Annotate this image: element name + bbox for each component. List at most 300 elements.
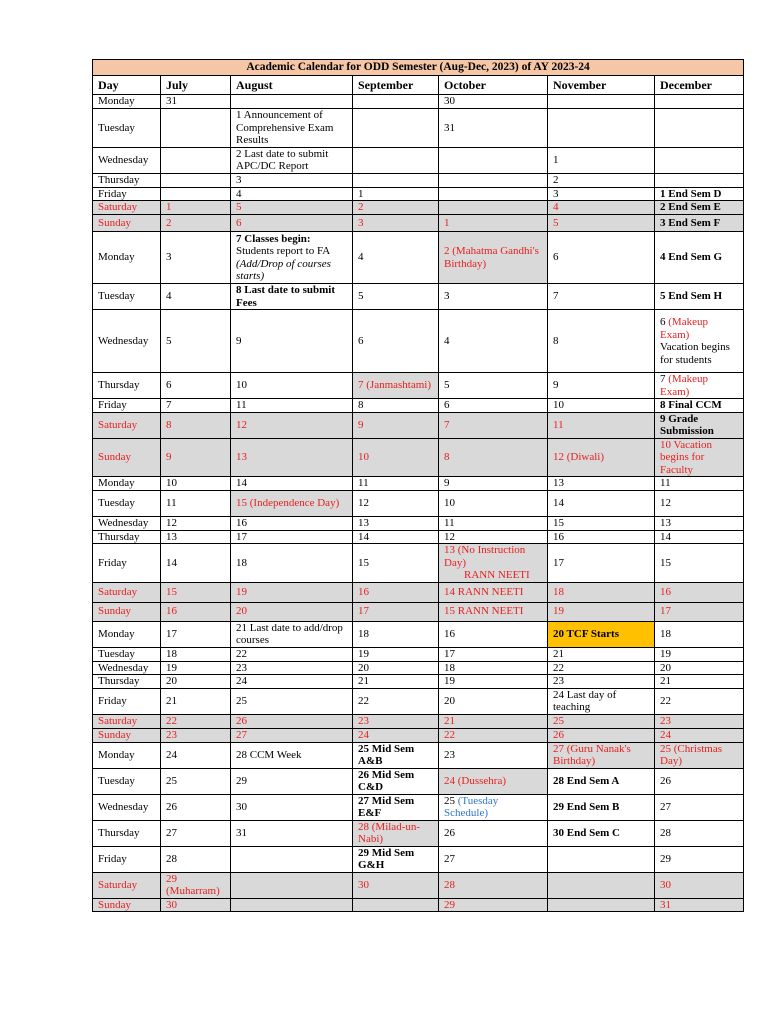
cell-september <box>353 898 439 912</box>
cell-october: 1 <box>439 215 548 232</box>
cell-july: 7 <box>161 399 231 413</box>
cell-october: 26 <box>439 820 548 846</box>
calendar-row <box>93 284 744 310</box>
cell-july <box>161 147 231 173</box>
cell-october: 11 <box>439 517 548 531</box>
cell-september: 6 <box>353 310 439 373</box>
header-july: July <box>161 76 231 95</box>
cell-october <box>439 794 548 820</box>
cell-december: 31 <box>655 898 744 912</box>
cell-november: 22 <box>548 661 655 675</box>
cell-july: 5 <box>161 310 231 373</box>
cell-day: Thursday <box>93 820 161 846</box>
calendar-row <box>93 728 744 742</box>
cell-august: 26 <box>231 714 353 728</box>
cell-december: 21 <box>655 675 744 689</box>
cell-november: 7 <box>548 284 655 310</box>
cell-october: 17 <box>439 647 548 661</box>
cell-july: 4 <box>161 284 231 310</box>
cell-december <box>655 173 744 187</box>
cell-december <box>655 109 744 148</box>
calendar-row <box>93 768 744 794</box>
cell-august: 12 <box>231 412 353 438</box>
cell-july <box>161 173 231 187</box>
cell-november: 6 <box>548 232 655 284</box>
cell-july: 11 <box>161 491 231 517</box>
cell-november <box>548 109 655 148</box>
cell-december: 4 End Sem G <box>655 232 744 284</box>
cell-text: 7 <box>660 373 669 385</box>
cell-october: 21 <box>439 714 548 728</box>
cell-october: 30 <box>439 95 548 109</box>
cell-august: 10 <box>231 373 353 399</box>
cell-september <box>353 109 439 148</box>
header-december: December <box>655 76 744 95</box>
cell-day: Wednesday <box>93 661 161 675</box>
cell-day: Monday <box>93 477 161 491</box>
cell-august: 13 <box>231 438 353 477</box>
cell-august <box>231 232 353 284</box>
cell-december: 26 <box>655 768 744 794</box>
cell-september: 26 Mid Sem C&D <box>353 768 439 794</box>
cell-day: Thursday <box>93 173 161 187</box>
cell-august: 18 <box>231 544 353 583</box>
calendar-row <box>93 95 744 109</box>
cell-december: 15 <box>655 544 744 583</box>
cell-september: 20 <box>353 661 439 675</box>
cell-text: (Makeup Exam) <box>660 316 708 341</box>
cell-december: 24 <box>655 728 744 742</box>
cell-text: (Tuesday Schedule) <box>444 794 499 819</box>
cell-july: 6 <box>161 373 231 399</box>
cell-november: 2 <box>548 173 655 187</box>
cell-september: 17 <box>353 602 439 621</box>
cell-november: 27 (Guru Nanak's Birthday) <box>548 742 655 768</box>
header-october: October <box>439 76 548 95</box>
calendar-row <box>93 147 744 173</box>
calendar-title: Academic Calendar for ODD Semester (Aug-Dec, 2023) of AY 2023-24 <box>93 60 744 76</box>
cell-november: 30 End Sem C <box>548 820 655 846</box>
cell-july: 8 <box>161 412 231 438</box>
cell-day: Monday <box>93 95 161 109</box>
cell-august <box>231 109 353 148</box>
cell-july: 16 <box>161 602 231 621</box>
cell-november: 3 <box>548 187 655 201</box>
cell-day: Saturday <box>93 201 161 215</box>
cell-day: Monday <box>93 232 161 284</box>
calendar-row <box>93 215 744 232</box>
cell-july <box>161 109 231 148</box>
cell-august: 23 <box>231 661 353 675</box>
cell-december: 30 <box>655 872 744 898</box>
cell-text: Students report to FA <box>236 245 331 257</box>
cell-july: 1 <box>161 201 231 215</box>
cell-november: 17 <box>548 544 655 583</box>
cell-august: 21 Last date to add/drop courses <box>231 621 353 647</box>
cell-november: 21 <box>548 647 655 661</box>
cell-august: 9 <box>231 310 353 373</box>
cell-day: Sunday <box>93 215 161 232</box>
cell-september: 18 <box>353 621 439 647</box>
cell-august: 19 <box>231 582 353 602</box>
cell-july: 15 <box>161 582 231 602</box>
cell-august: 3 <box>231 173 353 187</box>
cell-october: 12 <box>439 530 548 544</box>
cell-september: 21 <box>353 675 439 689</box>
cell-august <box>231 846 353 872</box>
cell-september <box>353 95 439 109</box>
cell-text: (Add/Drop of courses starts) <box>236 257 331 282</box>
cell-october: 7 <box>439 412 548 438</box>
cell-day: Monday <box>93 742 161 768</box>
cell-december: 27 <box>655 794 744 820</box>
cell-november: 24 Last day of teaching <box>548 688 655 714</box>
cell-november: 29 End Sem B <box>548 794 655 820</box>
cell-july: 26 <box>161 794 231 820</box>
cell-july: 10 <box>161 477 231 491</box>
cell-november: 26 <box>548 728 655 742</box>
cell-august: 11 <box>231 399 353 413</box>
cell-september: 7 (Janmashtami) <box>353 373 439 399</box>
cell-day: Sunday <box>93 602 161 621</box>
cell-july: 9 <box>161 438 231 477</box>
cell-august: 14 <box>231 477 353 491</box>
cell-november: 9 <box>548 373 655 399</box>
cell-day: Thursday <box>93 373 161 399</box>
cell-august: 8 Last date to submit Fees <box>231 284 353 310</box>
cell-day: Monday <box>93 621 161 647</box>
cell-day: Wednesday <box>93 147 161 173</box>
cell-september: 13 <box>353 517 439 531</box>
cell-july: 17 <box>161 621 231 647</box>
cell-august: 4 <box>231 187 353 201</box>
cell-september: 25 Mid Sem A&B <box>353 742 439 768</box>
cell-october <box>439 173 548 187</box>
cell-december <box>655 373 744 399</box>
cell-day: Sunday <box>93 728 161 742</box>
cell-september: 12 <box>353 491 439 517</box>
cell-october <box>439 187 548 201</box>
cell-december: 1 End Sem D <box>655 187 744 201</box>
cell-december: 12 <box>655 491 744 517</box>
cell-september: 11 <box>353 477 439 491</box>
cell-october: 15 RANN NEETI <box>439 602 548 621</box>
calendar-row <box>93 647 744 661</box>
cell-day: Thursday <box>93 675 161 689</box>
cell-october: 14 RANN NEETI <box>439 582 548 602</box>
header-september: September <box>353 76 439 95</box>
cell-december: 16 <box>655 582 744 602</box>
cell-november: 12 (Diwali) <box>548 438 655 477</box>
cell-december: 10 Vacation begins for Faculty <box>655 438 744 477</box>
cell-july: 12 <box>161 517 231 531</box>
cell-july: 23 <box>161 728 231 742</box>
cell-september <box>353 173 439 187</box>
cell-november: 13 <box>548 477 655 491</box>
cell-september: 23 <box>353 714 439 728</box>
cell-october: 10 <box>439 491 548 517</box>
cell-august <box>231 872 353 898</box>
cell-december: 11 <box>655 477 744 491</box>
cell-september: 10 <box>353 438 439 477</box>
cell-december: 14 <box>655 530 744 544</box>
cell-august <box>231 95 353 109</box>
cell-day: Saturday <box>93 412 161 438</box>
cell-december: 3 End Sem F <box>655 215 744 232</box>
cell-december: 17 <box>655 602 744 621</box>
cell-september: 2 <box>353 201 439 215</box>
cell-october: 2 (Mahatma Gandhi's Birthday) <box>439 232 548 284</box>
calendar-row <box>93 530 744 544</box>
cell-august: 30 <box>231 794 353 820</box>
cell-july: 24 <box>161 742 231 768</box>
calendar-row <box>93 675 744 689</box>
cell-august: 15 (Independence Day) <box>231 491 353 517</box>
cell-november: 19 <box>548 602 655 621</box>
cell-august: 25 <box>231 688 353 714</box>
cell-august: 20 <box>231 602 353 621</box>
academic-calendar-table <box>92 59 744 912</box>
cell-november: 16 <box>548 530 655 544</box>
cell-december: 13 <box>655 517 744 531</box>
cell-july: 28 <box>161 846 231 872</box>
cell-day: Tuesday <box>93 647 161 661</box>
cell-day: Friday <box>93 544 161 583</box>
cell-text: 13 (No Instruction Day) <box>444 544 526 569</box>
cell-october: 22 <box>439 728 548 742</box>
cell-november: 8 <box>548 310 655 373</box>
cell-october: 8 <box>439 438 548 477</box>
cell-day: Tuesday <box>93 109 161 148</box>
calendar-row <box>93 846 744 872</box>
cell-august <box>231 898 353 912</box>
cell-day: Wednesday <box>93 517 161 531</box>
cell-day: Friday <box>93 399 161 413</box>
calendar-row <box>93 794 744 820</box>
cell-october: 9 <box>439 477 548 491</box>
cell-october: 19 <box>439 675 548 689</box>
calendar-row <box>93 714 744 728</box>
calendar-row <box>93 109 744 148</box>
cell-day: Thursday <box>93 530 161 544</box>
cell-text: 1 Announcement of Comprehensive Exam Results <box>236 109 334 146</box>
cell-december <box>655 147 744 173</box>
calendar-row <box>93 688 744 714</box>
cell-august: 6 <box>231 215 353 232</box>
cell-august: 5 <box>231 201 353 215</box>
cell-july: 21 <box>161 688 231 714</box>
cell-december: 18 <box>655 621 744 647</box>
cell-december: 29 <box>655 846 744 872</box>
cell-august: 31 <box>231 820 353 846</box>
cell-october: 31 <box>439 109 548 148</box>
header-november: November <box>548 76 655 95</box>
cell-text: (Makeup Exam) <box>660 373 708 398</box>
cell-november: 28 End Sem A <box>548 768 655 794</box>
cell-day: Saturday <box>93 714 161 728</box>
cell-july: 31 <box>161 95 231 109</box>
calendar-row <box>93 582 744 602</box>
cell-august: 24 <box>231 675 353 689</box>
cell-december: 8 Final CCM <box>655 399 744 413</box>
cell-october: 18 <box>439 661 548 675</box>
cell-text: RANN NEETI <box>464 569 530 581</box>
cell-day: Wednesday <box>93 794 161 820</box>
cell-day: Friday <box>93 846 161 872</box>
calendar-row <box>93 898 744 912</box>
cell-september: 5 <box>353 284 439 310</box>
cell-november <box>548 846 655 872</box>
cell-november <box>548 872 655 898</box>
calendar-row <box>93 412 744 438</box>
cell-july: 19 <box>161 661 231 675</box>
cell-day: Wednesday <box>93 310 161 373</box>
header-row <box>93 76 744 95</box>
cell-october: 24 (Dussehra) <box>439 768 548 794</box>
cell-september: 9 <box>353 412 439 438</box>
cell-october <box>439 544 548 583</box>
cell-november <box>548 95 655 109</box>
cell-july: 2 <box>161 215 231 232</box>
calendar-row <box>93 310 744 373</box>
calendar-row <box>93 820 744 846</box>
cell-september: 1 <box>353 187 439 201</box>
cell-december: 25 (Christmas Day) <box>655 742 744 768</box>
cell-december <box>655 95 744 109</box>
cell-october: 27 <box>439 846 548 872</box>
cell-november: 4 <box>548 201 655 215</box>
cell-december: 5 End Sem H <box>655 284 744 310</box>
cell-september: 8 <box>353 399 439 413</box>
cell-december: 23 <box>655 714 744 728</box>
cell-september: 15 <box>353 544 439 583</box>
cell-october: 4 <box>439 310 548 373</box>
cell-august: 22 <box>231 647 353 661</box>
cell-november: 10 <box>548 399 655 413</box>
cell-september: 27 Mid Sem E&F <box>353 794 439 820</box>
cell-september: 30 <box>353 872 439 898</box>
cell-november: 1 <box>548 147 655 173</box>
calendar-row <box>93 742 744 768</box>
cell-day: Sunday <box>93 898 161 912</box>
cell-text: 7 Classes begin: <box>236 232 311 245</box>
cell-august: 2 Last date to submit APC/DC Report <box>231 147 353 173</box>
cell-day: Sunday <box>93 438 161 477</box>
cell-day: Friday <box>93 688 161 714</box>
header-day: Day <box>93 76 161 95</box>
calendar-row <box>93 621 744 647</box>
cell-october: 20 <box>439 688 548 714</box>
cell-september <box>353 147 439 173</box>
cell-october: 23 <box>439 742 548 768</box>
calendar-row <box>93 232 744 284</box>
cell-day: Saturday <box>93 582 161 602</box>
calendar-row <box>93 173 744 187</box>
cell-july: 27 <box>161 820 231 846</box>
cell-july: 29 (Muharram) <box>161 872 231 898</box>
cell-july <box>161 187 231 201</box>
cell-september: 16 <box>353 582 439 602</box>
cell-july: 20 <box>161 675 231 689</box>
cell-day: Saturday <box>93 872 161 898</box>
cell-september: 24 <box>353 728 439 742</box>
cell-day: Friday <box>93 187 161 201</box>
cell-october: 5 <box>439 373 548 399</box>
cell-november: 11 <box>548 412 655 438</box>
cell-december: 28 <box>655 820 744 846</box>
cell-october <box>439 201 548 215</box>
cell-july: 30 <box>161 898 231 912</box>
cell-august: 28 CCM Week <box>231 742 353 768</box>
cell-november: 25 <box>548 714 655 728</box>
cell-july: 22 <box>161 714 231 728</box>
cell-july: 25 <box>161 768 231 794</box>
calendar-body <box>93 95 744 912</box>
calendar-row <box>93 602 744 621</box>
cell-november: 23 <box>548 675 655 689</box>
cell-october <box>439 147 548 173</box>
cell-august: 29 <box>231 768 353 794</box>
cell-november: 18 <box>548 582 655 602</box>
cell-october: 16 <box>439 621 548 647</box>
cell-november <box>548 898 655 912</box>
cell-december: 22 <box>655 688 744 714</box>
cell-december: 20 <box>655 661 744 675</box>
cell-october: 3 <box>439 284 548 310</box>
cell-december <box>655 310 744 373</box>
cell-december: 19 <box>655 647 744 661</box>
cell-november: 5 <box>548 215 655 232</box>
cell-day: Tuesday <box>93 284 161 310</box>
calendar-row <box>93 373 744 399</box>
cell-september: 4 <box>353 232 439 284</box>
cell-december: 9 Grade Submission <box>655 412 744 438</box>
calendar-row <box>93 491 744 517</box>
cell-september: 14 <box>353 530 439 544</box>
cell-october: 6 <box>439 399 548 413</box>
cell-august: 16 <box>231 517 353 531</box>
calendar-row <box>93 438 744 477</box>
cell-september: 22 <box>353 688 439 714</box>
cell-september: 19 <box>353 647 439 661</box>
header-august: August <box>231 76 353 95</box>
cell-july: 18 <box>161 647 231 661</box>
cell-november: 20 TCF Starts <box>548 621 655 647</box>
calendar-row <box>93 477 744 491</box>
cell-august: 27 <box>231 728 353 742</box>
cell-text: 6 <box>660 316 669 328</box>
calendar-row <box>93 187 744 201</box>
cell-text: 25 <box>444 794 458 807</box>
calendar-row <box>93 201 744 215</box>
cell-november: 15 <box>548 517 655 531</box>
cell-text: Vacation begins for students <box>660 341 730 366</box>
cell-october: 28 <box>439 872 548 898</box>
cell-october: 29 <box>439 898 548 912</box>
cell-july: 3 <box>161 232 231 284</box>
calendar-row <box>93 544 744 583</box>
cell-september: 29 Mid Sem G&H <box>353 846 439 872</box>
cell-day: Tuesday <box>93 768 161 794</box>
cell-day: Tuesday <box>93 491 161 517</box>
cell-september: 3 <box>353 215 439 232</box>
cell-july: 13 <box>161 530 231 544</box>
calendar-row <box>93 517 744 531</box>
cell-september: 28 (Milad-un-Nabi) <box>353 820 439 846</box>
cell-november: 14 <box>548 491 655 517</box>
cell-august: 17 <box>231 530 353 544</box>
calendar-row <box>93 399 744 413</box>
